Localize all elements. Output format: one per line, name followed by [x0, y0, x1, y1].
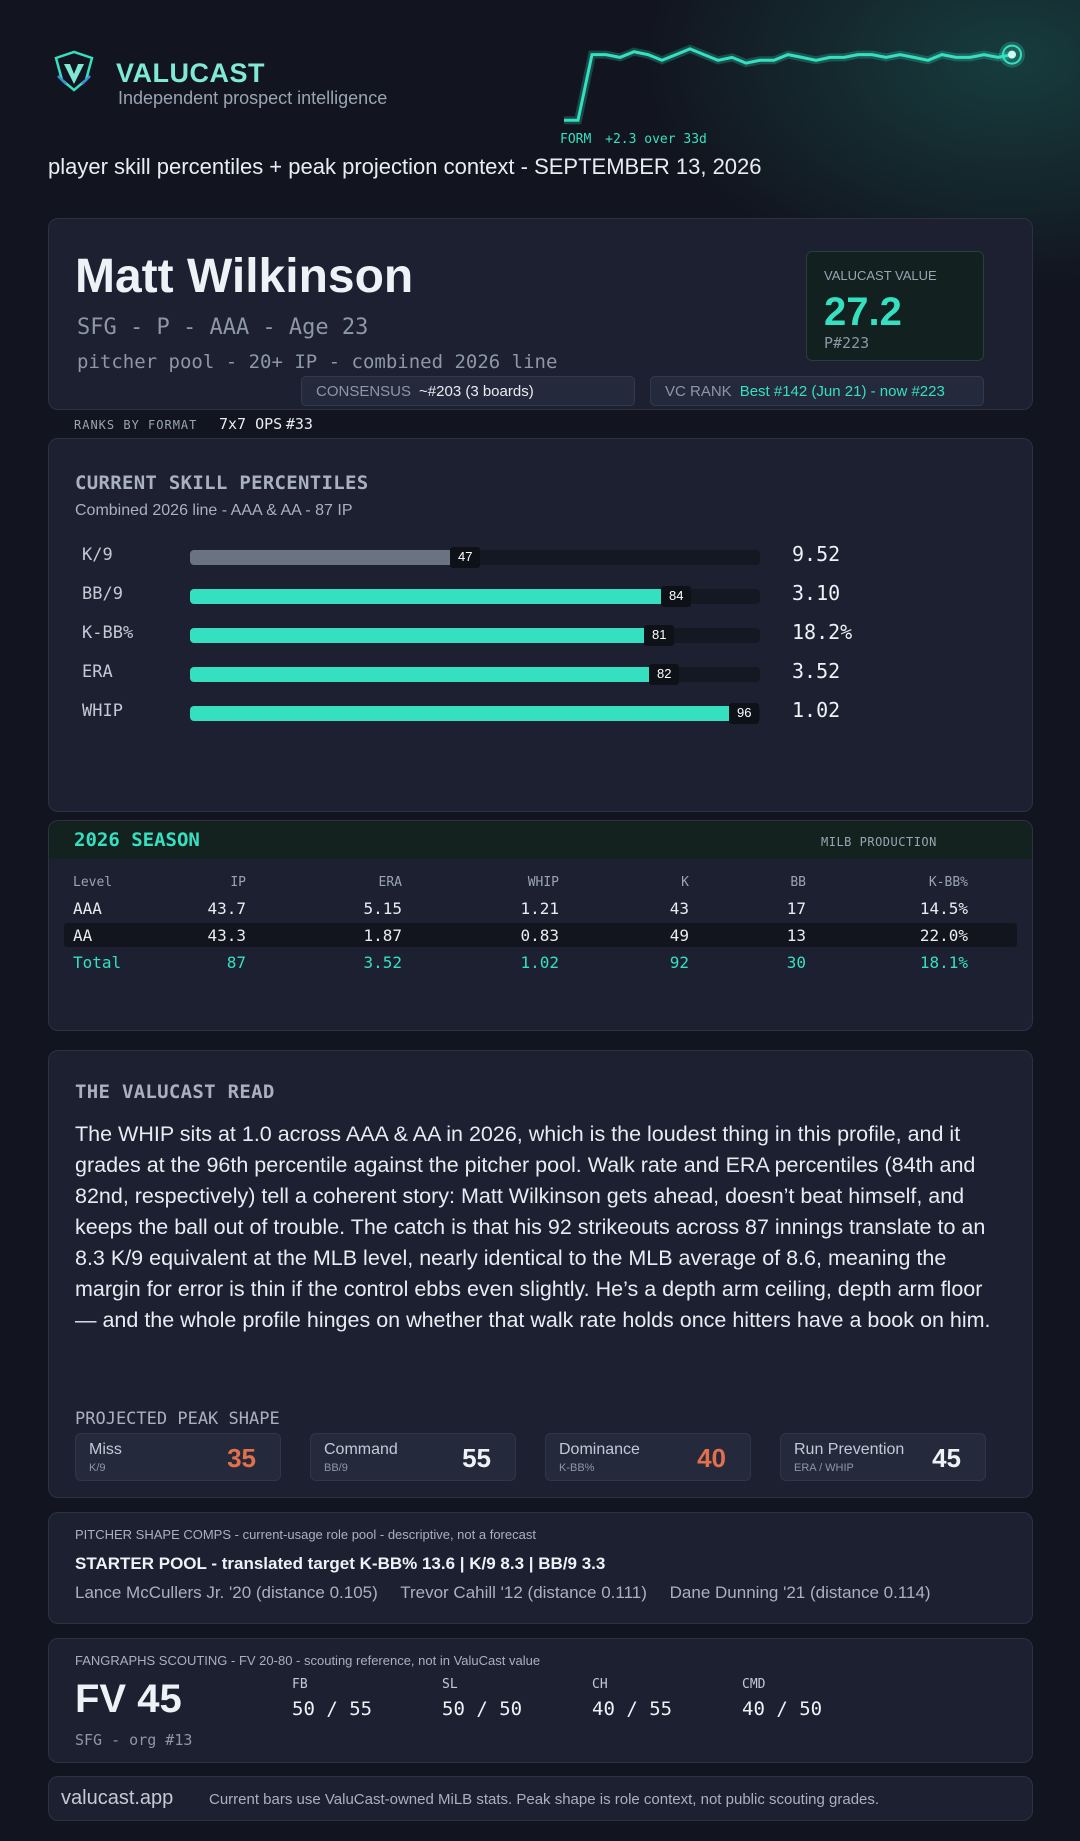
bar-fill	[190, 589, 669, 604]
comp-item: Lance McCullers Jr. '20 (distance 0.105)	[75, 1583, 378, 1602]
stat-value: 3.10	[792, 581, 841, 605]
season-header-row	[64, 872, 1017, 896]
fangraphs-label: FANGRAPHS SCOUTING - FV 20-80 - scouting reference, not in ValuCast value	[75, 1653, 541, 1668]
season-cell: IP	[230, 875, 246, 890]
pitch-grade	[592, 1677, 672, 1720]
season-card	[48, 820, 1033, 1031]
peak-title: PROJECTED PEAK SHAPE	[75, 1409, 280, 1429]
player-pool: pitcher pool - 20+ IP - combined 2026 line	[77, 351, 558, 373]
pitch-name: CMD	[742, 1677, 766, 1692]
stat-label: WHIP	[82, 701, 123, 721]
peak-name: Miss	[89, 1441, 122, 1458]
season-header	[49, 821, 1032, 859]
season-cell: 0.83	[520, 926, 559, 945]
season-cell: ERA	[378, 875, 402, 890]
comp-item: Trevor Cahill '12 (distance 0.111)	[400, 1583, 647, 1602]
read-body: The WHIP sits at 1.0 across AAA & AA in 2026, which is the loudest thing in this profile, and it grades at the 96th percentile against the pitcher pool. Walk rate and ERA percentiles (84th and 82nd, respectively) tell a coherent story: Matt Wilkinson gets ahead, doesn’t beat himself, and keeps the ball out of trouble. The catch is that his 92 strikeouts across 87 innings translate to an 8.3 K/9 equivalent at the MLB level, nearly identical to the MLB average of 8.6, meaning the margin for error is thin if the control ebbs even slightly. He’s a depth arm ceiling, depth arm floor — and the whole profile hinges on whether that walk rate holds once hitters have a book on him.	[75, 1122, 991, 1332]
season-cell: 87	[226, 953, 246, 972]
comps-target: STARTER POOL - translated target K-BB% 13.6 | K/9 8.3 | BB/9 3.3	[75, 1554, 606, 1573]
peak-name: Dominance	[559, 1441, 640, 1458]
pitch-grade	[292, 1677, 372, 1720]
bar-fill	[190, 628, 652, 643]
bar-fill	[190, 667, 657, 682]
consensus-label: CONSENSUS	[316, 383, 412, 400]
peak-value: 55	[462, 1443, 491, 1473]
season-cell: 1.21	[520, 899, 559, 918]
footer	[48, 1776, 1033, 1821]
season-cell: 13	[786, 926, 806, 945]
form-trend-chart	[560, 36, 1050, 136]
peak-value: 40	[697, 1443, 726, 1473]
comps-card	[48, 1512, 1033, 1624]
season-title: 2026 SEASON	[74, 829, 200, 851]
season-cell: 18.1%	[919, 953, 968, 972]
format-rank: #33	[285, 415, 313, 433]
stat-label: K/9	[82, 545, 113, 565]
pitch-name: SL	[442, 1677, 458, 1692]
stat-label: BB/9	[82, 584, 123, 604]
bar-fill	[190, 550, 458, 565]
valucast-logo-icon	[52, 50, 96, 94]
vc-rank-value: Best #142 (Jun 21) - now #223	[739, 383, 945, 400]
season-cell: 1.87	[363, 926, 402, 945]
form-endpoint-dot	[1008, 51, 1016, 59]
season-cell: 92	[669, 953, 689, 972]
peak-name: Run Prevention	[794, 1441, 905, 1458]
percentile-row	[49, 541, 1032, 571]
season-cell: AA	[73, 926, 93, 945]
peak-box	[75, 1433, 281, 1481]
format-name: 7x7 OPS	[219, 415, 283, 433]
percentile-row	[49, 619, 1032, 649]
percentile-row	[49, 697, 1032, 727]
season-cell: WHIP	[527, 875, 559, 890]
stat-value: 18.2%	[792, 620, 853, 644]
percentile-badge: 81	[644, 625, 674, 646]
season-cell: AAA	[73, 899, 102, 918]
valucast-read-card	[48, 1050, 1033, 1498]
consensus-value: ~#203 (3 boards)	[419, 383, 534, 400]
season-cell: 3.52	[363, 953, 402, 972]
season-cell: 49	[669, 926, 689, 945]
future-value: FV 45	[75, 1677, 182, 1721]
pitch-grade-value: 40 / 50	[742, 1698, 823, 1720]
season-cell: Level	[73, 875, 113, 890]
season-cell: 17	[786, 899, 806, 918]
season-cell: 43.7	[207, 899, 246, 918]
form-line-glow	[564, 49, 1012, 120]
form-delta: +2.3 over 33d	[605, 132, 707, 147]
season-row	[64, 923, 1017, 947]
brand-name: VALUCAST	[116, 58, 265, 88]
season-cell: Total	[73, 953, 122, 972]
season-cell: 30	[786, 953, 806, 972]
percentile-row	[49, 580, 1032, 610]
percentiles-subtitle: Combined 2026 line - AAA & AA - 87 IP	[75, 502, 353, 519]
pitch-grade-value: 40 / 55	[592, 1698, 673, 1720]
vc-rank-label: VC RANK	[665, 383, 732, 400]
season-cell: K	[681, 875, 689, 890]
season-row	[64, 950, 1017, 974]
season-cell: 43.3	[207, 926, 246, 945]
pitch-grade-value: 50 / 50	[442, 1698, 523, 1720]
consensus-pill	[301, 376, 635, 406]
stat-label: ERA	[82, 662, 113, 682]
bar-track	[190, 628, 760, 643]
read-title: THE VALUCAST READ	[75, 1081, 275, 1103]
org-rank: SFG - org #13	[75, 1731, 193, 1749]
percentile-badge: 84	[661, 586, 691, 607]
percentile-badge: 96	[729, 703, 759, 724]
bar-track	[190, 706, 760, 721]
stat-label: K-BB%	[82, 623, 134, 643]
comp-item: Dane Dunning '21 (distance 0.114)	[669, 1583, 931, 1602]
pitch-name: FB	[292, 1677, 308, 1692]
percentiles-title: CURRENT SKILL PERCENTILES	[75, 472, 369, 494]
bar-track	[190, 550, 760, 565]
stat-value: 1.02	[792, 698, 841, 722]
value-number: 27.2	[824, 290, 902, 334]
brand-tagline: Independent prospect intelligence	[118, 88, 388, 108]
percentile-row	[49, 658, 1032, 688]
percentile-badge: 47	[450, 547, 480, 568]
peak-sub: K-BB%	[559, 1462, 595, 1474]
valucast-value-box	[806, 251, 984, 361]
peak-box	[545, 1433, 751, 1481]
stat-value: 9.52	[792, 542, 841, 566]
peak-box	[780, 1433, 986, 1481]
percentile-badge: 82	[649, 664, 679, 685]
peak-box	[310, 1433, 516, 1481]
peak-sub: ERA / WHIP	[794, 1462, 854, 1474]
peak-sub: BB/9	[324, 1462, 348, 1474]
peak-name: Command	[324, 1441, 398, 1458]
site-link[interactable]: valucast.app	[61, 1787, 174, 1809]
pitch-grade	[742, 1677, 822, 1720]
season-tag: MILB PRODUCTION	[821, 835, 937, 849]
season-cell: 5.15	[363, 899, 402, 918]
season-cell: 1.02	[520, 953, 559, 972]
comps-list	[75, 1583, 949, 1603]
stat-value: 3.52	[792, 659, 841, 683]
ranks-label: RANKS BY FORMAT	[74, 418, 198, 432]
form-line	[564, 49, 1012, 120]
form-label-row	[560, 132, 713, 147]
pitch-name: CH	[592, 1677, 608, 1692]
peak-sub: K/9	[89, 1462, 106, 1474]
player-name: Matt Wilkinson	[75, 250, 414, 303]
footer-note: Current bars use ValuCast-owned MiLB stats. Peak shape is role context, not public scouting grades.	[209, 1791, 880, 1808]
form-label: FORM	[560, 132, 592, 147]
pitch-grade-value: 50 / 55	[292, 1698, 373, 1720]
player-card	[48, 218, 1033, 410]
bar-fill	[190, 706, 737, 721]
bar-track	[190, 667, 760, 682]
value-rank: P#223	[824, 334, 870, 352]
page-subtitle: player skill percentiles + peak projection context - SEPTEMBER 13, 2026	[48, 154, 762, 179]
fangraphs-card	[48, 1638, 1033, 1763]
bar-track	[190, 589, 760, 604]
ranks-by-format	[74, 415, 313, 433]
peak-value: 35	[227, 1443, 256, 1473]
value-label: VALUCAST VALUE	[824, 268, 937, 283]
skill-percentiles-card	[48, 438, 1033, 812]
comps-label: PITCHER SHAPE COMPS - current-usage role pool - descriptive, not a forecast	[75, 1527, 536, 1542]
pitch-grade	[442, 1677, 522, 1720]
season-row	[64, 896, 1017, 920]
vc-rank-pill	[650, 376, 984, 406]
season-cell: K-BB%	[928, 875, 968, 890]
player-meta: SFG - P - AAA - Age 23	[77, 315, 369, 340]
season-cell: 43	[669, 899, 689, 918]
season-cell: 22.0%	[919, 926, 968, 945]
season-cell: 14.5%	[919, 899, 968, 918]
season-cell: BB	[790, 875, 806, 890]
peak-value: 45	[932, 1443, 961, 1473]
